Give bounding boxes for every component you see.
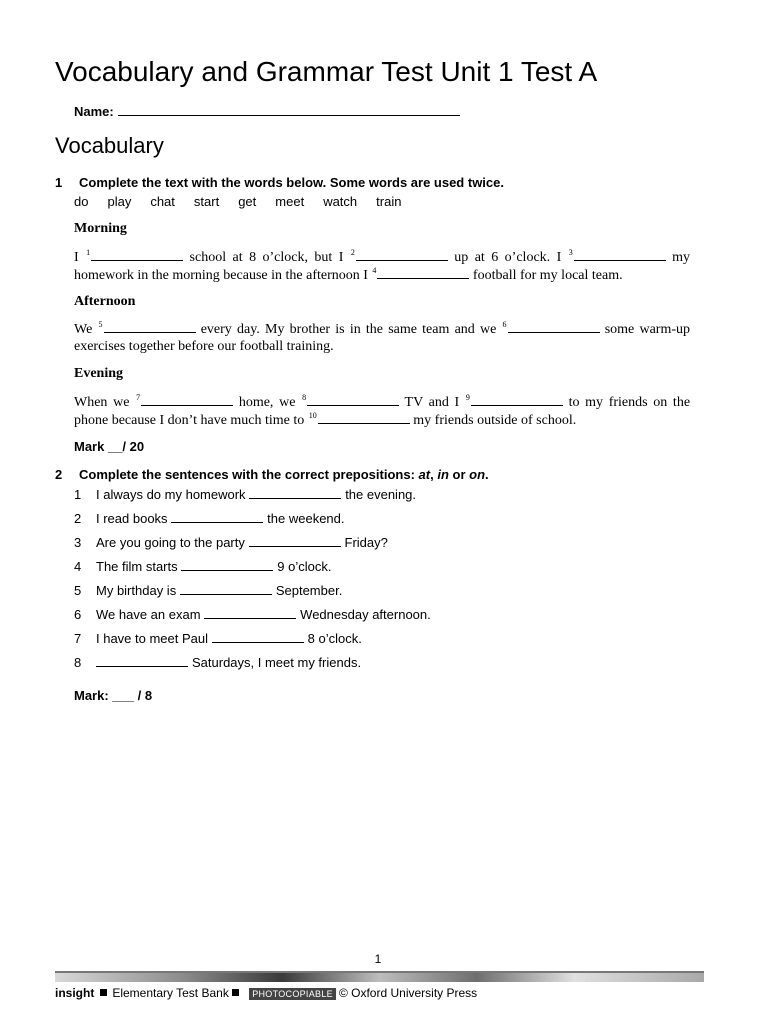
gap-blank[interactable] xyxy=(141,393,233,406)
gap-blank[interactable] xyxy=(307,393,399,406)
sentence-text: the weekend. xyxy=(267,511,345,526)
gap-number: 4 xyxy=(372,266,377,275)
question-instruction: Complete the text with the words below. Some words are used twice. xyxy=(79,175,504,190)
gap-number: 8 xyxy=(302,393,307,402)
text-segment: When we xyxy=(74,395,130,410)
question-number: 2 xyxy=(55,467,63,482)
gap-number: 2 xyxy=(350,248,355,257)
sentence-number: 4 xyxy=(74,559,82,574)
sentence-item xyxy=(74,534,431,558)
separator: . xyxy=(485,467,489,482)
paragraph-evening xyxy=(74,393,690,429)
text-segment: football for my local team. xyxy=(472,268,623,283)
sentence-item xyxy=(74,558,431,582)
name-field-line[interactable] xyxy=(118,103,460,116)
text-segment: every day. My brother is in the same team and we xyxy=(200,322,497,337)
gap-number: 10 xyxy=(308,411,317,420)
photocopiable-badge: PHOTOCOPIABLE xyxy=(249,988,336,1000)
question-instruction: Complete the sentences with the correct prepositions: xyxy=(79,467,415,482)
gap-number: 5 xyxy=(98,320,103,329)
gap-blank[interactable] xyxy=(180,582,272,595)
sentence-number: 8 xyxy=(74,655,82,670)
sentence-number: 5 xyxy=(74,583,82,598)
word-bank-item: get xyxy=(238,194,257,209)
brand-logo-text: insight xyxy=(55,986,95,1000)
sentence-text: I read books xyxy=(96,511,168,526)
sentence-number: 7 xyxy=(74,631,82,646)
preposition-option: in xyxy=(437,467,449,482)
question-2-mark: Mark: ___ / 8 xyxy=(74,688,153,703)
text-segment: my homework in the morning because in the afternoon I xyxy=(74,250,691,283)
page-number: 1 xyxy=(374,952,382,966)
sentence-number: 6 xyxy=(74,607,82,622)
gap-blank[interactable] xyxy=(204,606,296,619)
sentence-text: The film starts xyxy=(96,559,178,574)
square-bullet-icon xyxy=(232,989,239,996)
sentence-number: 2 xyxy=(74,511,82,526)
sentence-text: 9 o’clock. xyxy=(277,559,332,574)
sentence-item xyxy=(74,630,431,654)
sentence-text: I always do my homework xyxy=(96,487,246,502)
word-bank-item: start xyxy=(193,194,220,209)
gap-blank[interactable] xyxy=(574,248,666,261)
sentence-list xyxy=(74,486,431,678)
sentence-item xyxy=(74,510,431,534)
gap-blank[interactable] xyxy=(249,534,341,547)
question-number: 1 xyxy=(55,175,63,190)
subheading-evening: Evening xyxy=(74,366,124,381)
sentence-text: the evening. xyxy=(345,487,417,502)
question-2-heading xyxy=(55,467,489,482)
sentence-text: We have an exam xyxy=(96,607,201,622)
word-bank-item: train xyxy=(376,194,402,209)
gap-number: 9 xyxy=(465,393,470,402)
text-segment: to my friends on the phone because I don’t have much time to xyxy=(74,395,691,428)
word-bank-item: play xyxy=(107,194,132,209)
gap-number: 3 xyxy=(568,248,573,257)
gap-blank[interactable] xyxy=(508,320,600,333)
word-bank-item: meet xyxy=(275,194,305,209)
footer xyxy=(55,986,477,1000)
text-segment: school at 8 o’clock, but I xyxy=(189,250,344,265)
gap-blank[interactable] xyxy=(249,486,341,499)
gap-blank[interactable] xyxy=(91,248,183,261)
subheading-afternoon: Afternoon xyxy=(74,294,136,309)
sentence-text: Friday? xyxy=(344,535,388,550)
sentence-text: Wednesday afternoon. xyxy=(300,607,431,622)
word-bank-item: do xyxy=(74,194,89,209)
word-bank xyxy=(74,194,420,209)
text-segment: TV and I xyxy=(404,395,460,410)
footer-publisher: © Oxford University Press xyxy=(338,986,478,1000)
gap-blank[interactable] xyxy=(96,654,188,667)
preposition-option: at xyxy=(418,467,431,482)
sentence-text: My birthday is xyxy=(96,583,177,598)
footer-bank-name: Elementary Test Bank xyxy=(112,986,229,1000)
subheading-morning: Morning xyxy=(74,221,127,236)
square-bullet-icon xyxy=(100,989,107,996)
sentence-text: September. xyxy=(275,583,343,598)
gap-number: 1 xyxy=(86,248,91,257)
paragraph-afternoon xyxy=(74,320,690,355)
sentence-text: Saturdays, I meet my friends. xyxy=(192,655,362,670)
preposition-option: on xyxy=(469,467,486,482)
sentence-item xyxy=(74,486,431,510)
gap-number: 6 xyxy=(502,320,507,329)
question-1-heading xyxy=(55,175,504,190)
separator: or xyxy=(452,467,466,482)
gap-blank[interactable] xyxy=(212,630,304,643)
sentence-item xyxy=(74,606,431,630)
word-bank-item: chat xyxy=(150,194,175,209)
footer-decorative-band xyxy=(55,970,704,982)
gap-number: 7 xyxy=(136,393,141,402)
page-title: Vocabulary and Grammar Test Unit 1 Test A xyxy=(55,56,598,87)
sentence-text: Are you going to the party xyxy=(96,535,245,550)
gap-blank[interactable] xyxy=(104,320,196,333)
sentence-item xyxy=(74,582,431,606)
gap-blank[interactable] xyxy=(377,266,469,279)
sentence-number: 3 xyxy=(74,535,82,550)
gap-blank[interactable] xyxy=(356,248,448,261)
question-1-mark: Mark __/ 20 xyxy=(74,439,145,454)
gap-blank[interactable] xyxy=(318,411,410,424)
sentence-text: I have to meet Paul xyxy=(96,631,209,646)
gap-blank[interactable] xyxy=(171,510,263,523)
name-label: Name: xyxy=(74,104,114,119)
sentence-text: 8 o’clock. xyxy=(307,631,362,646)
text-segment: up at 6 o’clock. I xyxy=(454,250,562,265)
name-field-row xyxy=(74,103,460,119)
word-bank-item: watch xyxy=(323,194,358,209)
text-segment: I xyxy=(74,250,79,265)
separator: , xyxy=(430,467,434,482)
text-segment: home, we xyxy=(238,395,296,410)
sentence-item xyxy=(74,654,431,678)
gap-blank[interactable] xyxy=(471,393,563,406)
text-segment: my friends outside of school. xyxy=(413,413,577,428)
section-heading-vocabulary: Vocabulary xyxy=(55,133,164,158)
paragraph-morning xyxy=(74,248,690,284)
sentence-number: 1 xyxy=(74,487,82,502)
text-segment: We xyxy=(74,322,93,337)
text-segment: some warm-up exercises together before our football training. xyxy=(74,322,691,354)
gap-blank[interactable] xyxy=(181,558,273,571)
